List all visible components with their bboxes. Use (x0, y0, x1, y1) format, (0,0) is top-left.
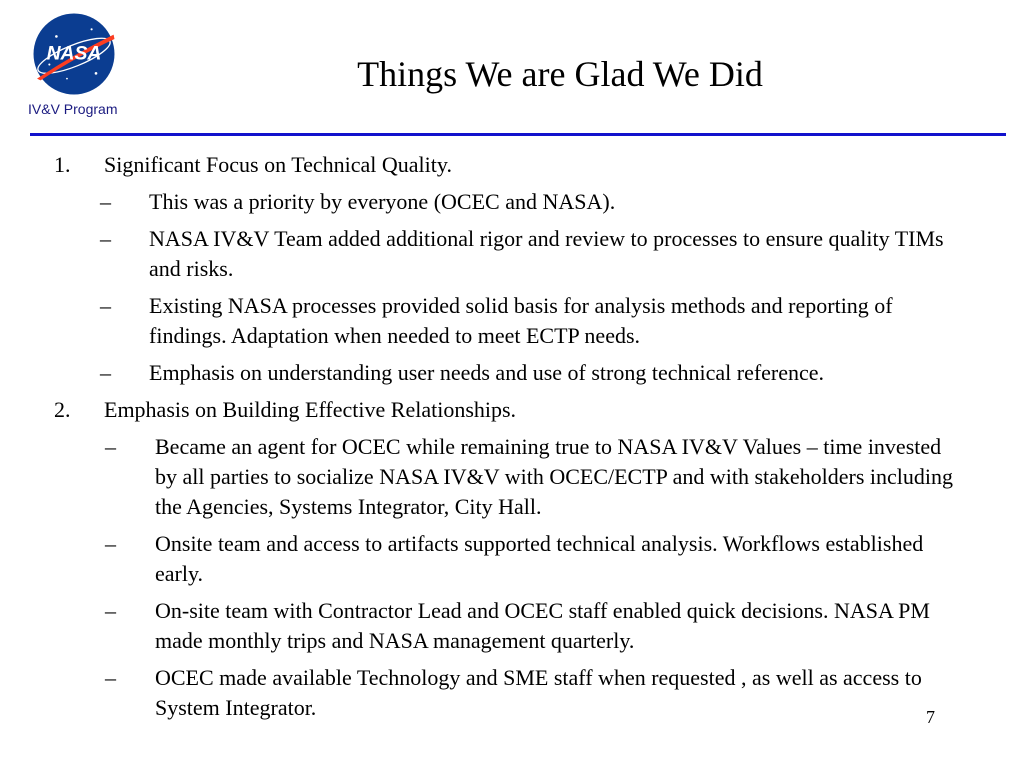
sub-item-text: This was a priority by everyone (OCEC and NASA). (149, 189, 616, 214)
dash-bullet: – (105, 531, 116, 556)
sub-item-text: OCEC made available Technology and SME staff when requested , as well as access to System Integrator. (155, 665, 922, 720)
item-number: 2. (54, 397, 71, 422)
dash-bullet: – (105, 598, 116, 623)
dash-bullet: – (105, 434, 116, 459)
slide-title: Things We are Glad We Did (357, 54, 763, 94)
program-label: IV&V Program (28, 101, 118, 117)
sub-item (0, 358, 1024, 388)
dash-bullet: – (100, 360, 111, 385)
sub-item-text: Onsite team and access to artifacts supported technical analysis. Workflows established early. (155, 531, 924, 586)
sub-item-text: On-site team with Contractor Lead and OCEC staff enabled quick decisions. NASA PM made monthly trips and NASA management quarterly. (155, 598, 930, 653)
sub-item (0, 187, 1024, 217)
page-number: 7 (926, 707, 935, 727)
sub-item-text: NASA IV&V Team added additional rigor and review to processes to ensure quality TIMs and risks. (149, 226, 944, 281)
dash-bullet: – (100, 226, 111, 251)
list-item-2 (0, 395, 1024, 723)
sub-item (0, 291, 1024, 351)
sub-item (0, 224, 1024, 284)
sub-item (0, 596, 1024, 656)
sub-list (0, 187, 1024, 388)
logo-text: NASA (46, 42, 102, 65)
sub-list (0, 432, 1024, 723)
sub-item (0, 432, 1024, 522)
dash-bullet: – (100, 293, 111, 318)
dash-bullet: – (100, 189, 111, 214)
item-number: 1. (54, 152, 71, 177)
title-divider (30, 133, 1006, 136)
list-item-1 (0, 150, 1024, 388)
sub-item (0, 663, 1024, 723)
slide-body (0, 150, 1024, 730)
item-text: Significant Focus on Technical Quality. (104, 152, 452, 177)
dash-bullet: – (105, 665, 116, 690)
sub-item-text: Emphasis on understanding user needs and use of strong technical reference. (149, 360, 825, 385)
nasa-meatball-logo-icon (30, 10, 118, 98)
sub-item-text: Existing NASA processes provided solid basis for analysis methods and reporting of findings. Adaptation when needed to meet ECTP needs. (149, 293, 893, 348)
sub-item-text: Became an agent for OCEC while remaining true to NASA IV&V Values – time invested by all parties to socialize NASA IV&V with OCEC/ECTP and with stakeholders including the Agencies, Systems Integrator, City Hall. (155, 434, 954, 519)
item-text: Emphasis on Building Effective Relationships. (104, 397, 517, 422)
sub-item (0, 529, 1024, 589)
